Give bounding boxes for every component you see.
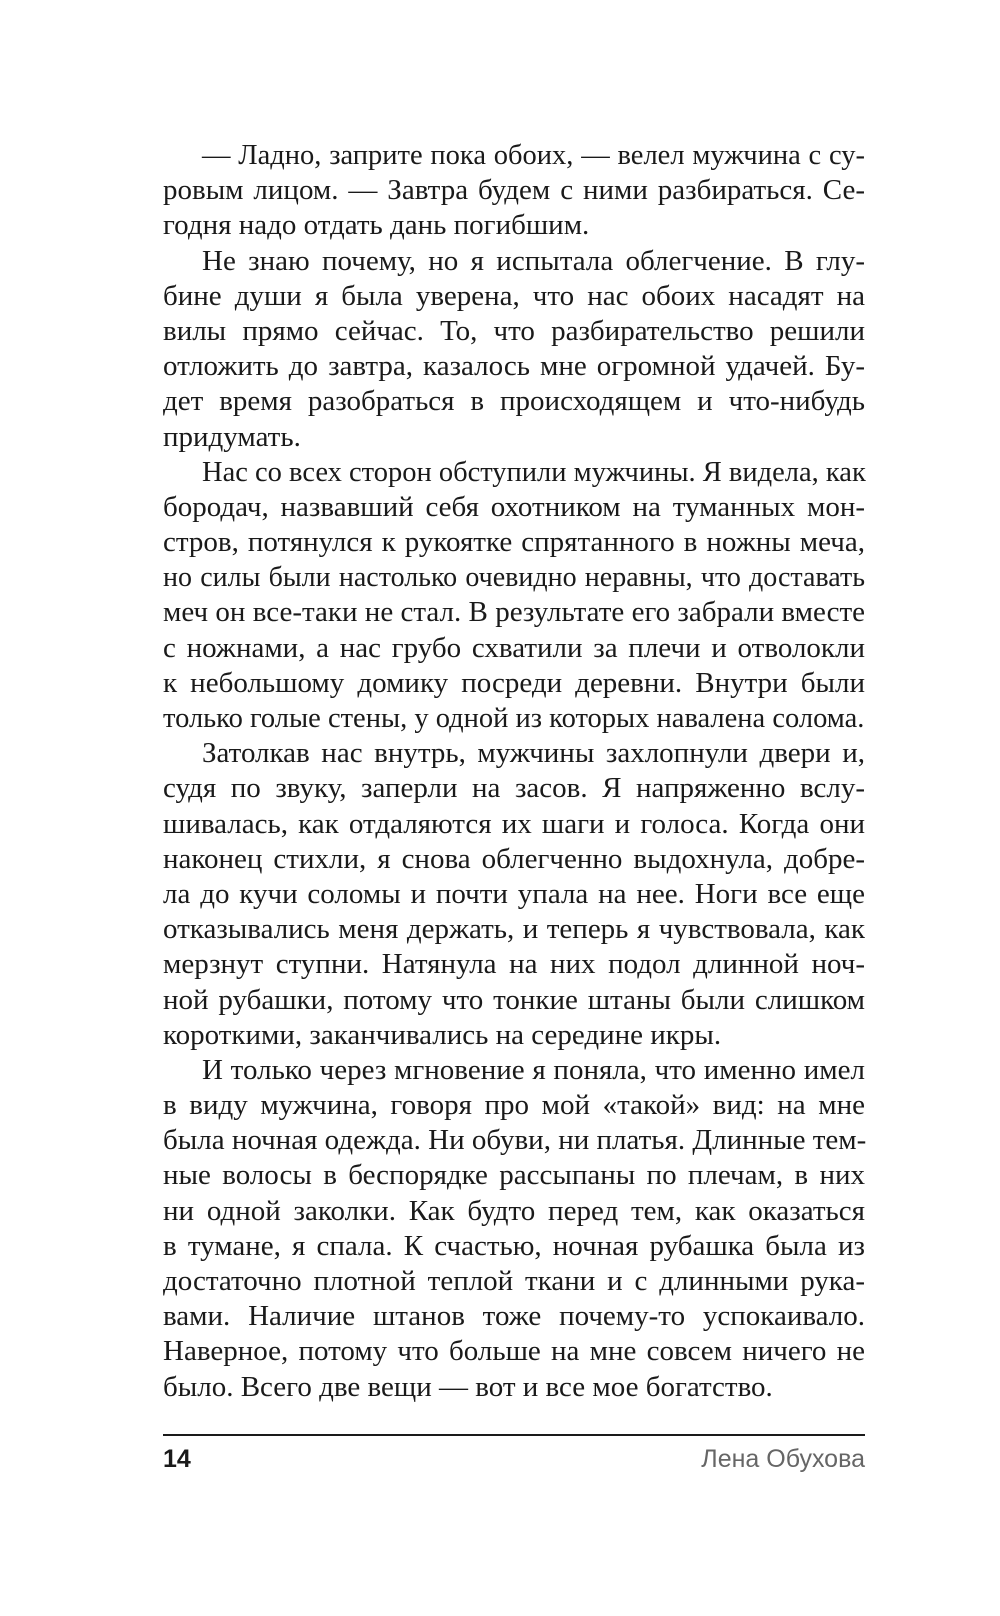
text-line: в виду мужчина, говоря про мой «такой» вид: на мне	[163, 1089, 865, 1122]
text-line: отказывались меня держать, и теперь я чувствовала, как	[163, 913, 865, 946]
text-line: стров, потянулся к рукоятке спрятанного в ножны меча,	[163, 526, 865, 559]
text-line: было. Всего две вещи — вот и все мое богатство.	[163, 1370, 773, 1403]
text-line: ла до кучи соломы и почти упала на нее. Ноги все еще	[163, 877, 865, 910]
page-number: 14	[163, 1445, 191, 1473]
text-line: с ножнами, а нас грубо схватили за плечи и отволокли	[163, 631, 865, 664]
text-line: ровым лицом. — Завтра будем с ними разбираться. Се-	[163, 174, 865, 207]
text-line: короткими, заканчивались на середине икры.	[163, 1018, 722, 1051]
text-line: ни одной заколки. Как будто перед тем, как оказаться	[163, 1194, 865, 1227]
text-line: меч он все-таки не стал. В результате его забрали вместе	[163, 596, 865, 629]
body-text	[163, 138, 865, 1405]
text-line: достаточно плотной теплой ткани и с длинными рука-	[163, 1265, 865, 1297]
text-line: мерзнут ступни. Натянула на них подол длинной ноч-	[163, 948, 865, 981]
text-line: бине души я была уверена, что нас обоих насадят на	[163, 279, 865, 312]
text-line: отложить до завтра, казалось мне огромной удачей. Бу-	[163, 350, 865, 383]
text-line: только голые стены, у одной из которых навалена солома.	[163, 703, 865, 734]
text-line: вилы прямо сейчас. То, что разбирательство решили	[163, 314, 865, 347]
text-line: но силы были настолько очевидно неравны, что доставать	[163, 562, 865, 594]
text-line: в тумане, я спала. К счастью, ночная рубашка была из	[163, 1229, 865, 1262]
text-line: вами. Наличие штанов тоже почему-то успокаивало.	[163, 1300, 865, 1333]
text-line: годня надо отдать дань погибшим.	[163, 209, 590, 242]
footer-divider	[163, 1434, 865, 1436]
running-author: Лена Обухова	[701, 1445, 865, 1473]
text-line: дет время разобраться в происходящем и что-нибудь	[163, 385, 865, 418]
text-line: ные волосы в беспорядке рассыпаны по плечам, в них	[163, 1159, 865, 1192]
text-line: была ночная одежда. Ни обуви, ни платья. Длинные тем-	[163, 1124, 867, 1157]
text-line: бородач, назвавший себя охотником на туманных мон-	[163, 490, 865, 523]
text-line: к небольшому домику посреди деревни. Внутри были	[163, 666, 865, 699]
text-line: Нас со всех сторон обступили мужчины. Я видела, как	[202, 456, 866, 488]
text-line: наконец стихли, я снова облегченно выдохнула, добре-	[163, 842, 865, 875]
text-line: шивалась, как отдаляются их шаги и голоса. Когда они	[163, 807, 865, 840]
text-line: Наверное, потому что больше на мне совсем ничего не	[163, 1335, 865, 1368]
text-line: судя по звуку, заперли на засов. Я напряженно вслу-	[163, 772, 865, 805]
text-line: — Ладно, заприте пока обоих, — велел мужчина с су-	[202, 140, 865, 171]
text-line: ной рубашки, потому что тонкие штаны были слишком	[163, 983, 865, 1016]
text-line: Затолкав нас внутрь, мужчины захлопнули двери и,	[202, 737, 865, 770]
text-line: Не знаю почему, но я испытала облегчение. В глу-	[202, 244, 865, 277]
text-line: придумать.	[163, 420, 301, 453]
text-line: И только через мгновение я поняла, что именно имел	[202, 1053, 865, 1086]
